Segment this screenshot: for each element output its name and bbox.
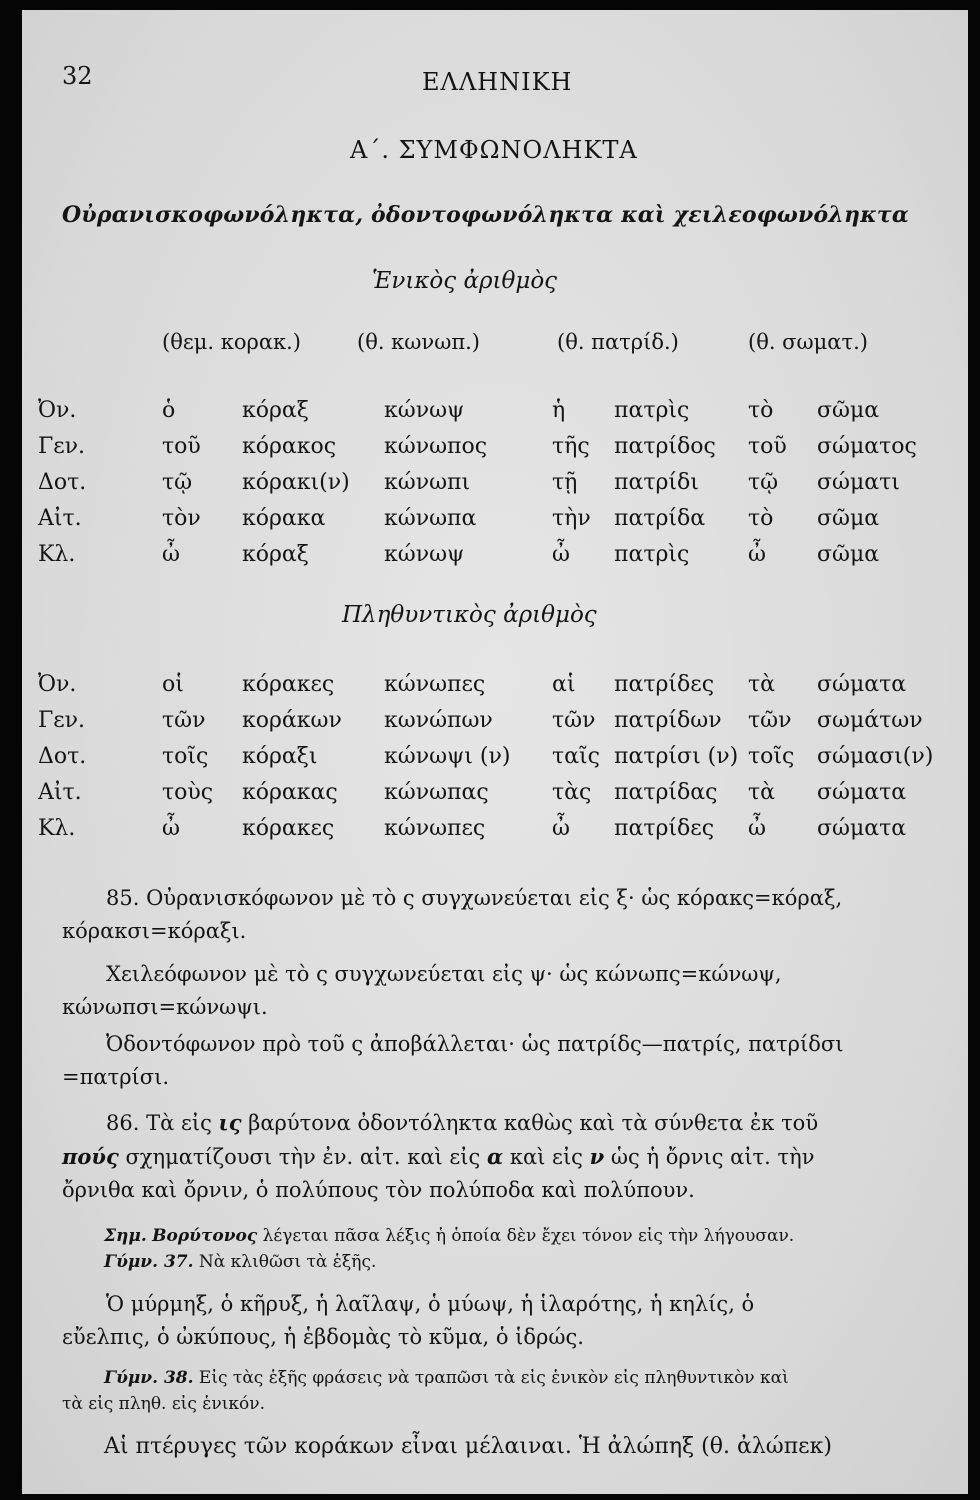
exercise-instruction-cont: τὰ εἰς πληθ. εἰς ἑνικόν.: [62, 1394, 265, 1414]
noun-form-cell: ὦ: [552, 542, 570, 567]
singular-heading: Ἑνικὸς ἀριθμὸς: [372, 268, 558, 294]
noun-form-cell: κόραξ: [242, 542, 309, 567]
book-page: [22, 10, 968, 1494]
stem-label: (θεμ. κορακ.): [162, 330, 302, 354]
note-term: Βορύτονος: [152, 1226, 258, 1246]
paragraph-text: βαρύτονα ὀδοντόληκτα καθὼς καὶ τὰ σύνθετα ἐκ τοῦ: [248, 1111, 819, 1135]
article-cell: σῶμα: [817, 542, 880, 567]
article-cell: οἱ: [162, 672, 184, 697]
running-title: ΕΛΛΗΝΙΚΗ: [422, 68, 573, 96]
article-cell: πατρίδα: [614, 506, 706, 531]
article-cell: πατρὶς: [614, 398, 690, 423]
noun-form-cell: κοράκων: [242, 708, 342, 733]
article-cell: τῷ: [162, 470, 193, 495]
case-label: Δοτ.: [38, 470, 87, 495]
noun-form-cell: κόρακες: [242, 816, 335, 841]
article-cell: πατρίδες: [614, 816, 715, 841]
article-cell: κώνωψι (ν): [384, 744, 511, 769]
case-label: Κλ.: [38, 816, 76, 841]
noun-form-cell: τῷ: [748, 470, 779, 495]
word-pous: πούς: [62, 1144, 119, 1169]
paragraph-text: Χειλεόφωνον μὲ τὸ ς συγχωνεύεται εἰς ψ· ὡς κώνωπς=κώνωψ,: [106, 962, 782, 986]
article-cell: ὁ: [162, 398, 176, 423]
noun-form-cell: τῇ: [552, 470, 578, 495]
noun-form-cell: τὸ: [748, 506, 774, 531]
exercise-instruction: Νὰ κλιθῶσι τὰ ἑξῆς.: [198, 1252, 377, 1272]
ending-n: ν: [589, 1144, 605, 1169]
article-cell: σωμάτων: [817, 708, 923, 733]
noun-form-cell: τῶν: [748, 708, 792, 733]
paragraph-86: [62, 1106, 932, 1207]
article-cell: τῶν: [162, 708, 206, 733]
noun-form-cell: κόρακες: [242, 672, 335, 697]
article-cell: σώματα: [817, 780, 907, 805]
article-cell: τοῖς: [162, 744, 209, 769]
article-cell: σῶμα: [817, 506, 880, 531]
exercise-text: εὔελπις, ὁ ὠκύπους, ἡ ἑβδομὰς τὸ κῦμα, ὁ ἱδρώς.: [62, 1325, 584, 1349]
noun-form-cell: κόρακας: [242, 780, 338, 805]
article-cell: πατρίδων: [614, 708, 722, 733]
note: [104, 1226, 794, 1246]
article-cell: κώνωπι: [384, 470, 471, 495]
exercise-label: Γύμν. 38.: [104, 1368, 194, 1388]
note-text: λέγεται πᾶσα λέξις ἡ ὁποία δὲν ἔχει τόνον εἰς τὴν λήγουσαν.: [262, 1226, 795, 1246]
article-cell: ὦ: [162, 816, 180, 841]
ending-is: ις: [218, 1110, 242, 1135]
article-cell: πατρὶς: [614, 542, 690, 567]
article-cell: ὦ: [162, 542, 180, 567]
noun-form-cell: κόρακα: [242, 506, 326, 531]
paragraph-text: κώνωπσι=κώνωψι.: [62, 995, 268, 1019]
article-cell: κώνωπες: [384, 816, 486, 841]
page-number: 32: [62, 62, 93, 90]
noun-form-cell: τὰ: [748, 780, 776, 805]
paragraph-number: 85.: [106, 886, 140, 910]
noun-form-cell: κόραξι: [242, 744, 318, 769]
paragraph-text: ὡς ἡ ὄρνις αἰτ. τὴν: [610, 1145, 815, 1169]
noun-form-cell: τὰς: [552, 780, 592, 805]
exercise-38-heading: [104, 1368, 789, 1388]
article-cell: πατρίδος: [614, 434, 716, 459]
article-cell: σώματα: [817, 672, 907, 697]
article-cell: τοὺς: [162, 780, 214, 805]
exercise-38-sentence: Αἱ πτέρυγες τῶν κοράκων εἶναι μέλαιναι. Ἡ ἀλώπηξ (θ. ἀλώπεκ): [104, 1434, 832, 1459]
note-label: Σημ.: [104, 1226, 147, 1246]
article-cell: σώμασι(ν): [817, 744, 934, 769]
stem-label: (θ. πατρίδ.): [557, 330, 679, 354]
exercise-37-heading: [104, 1252, 376, 1272]
section-title: Α΄. ΣΥΜΦΩΝΟΛΗΚΤΑ: [350, 136, 638, 164]
stem-label: (θ. σωματ.): [748, 330, 868, 354]
paragraph-85-labial: [62, 958, 932, 1024]
article-cell: πατρίσι (ν): [614, 744, 739, 769]
article-cell: κώνωπας: [384, 780, 489, 805]
paragraph-85-dental: [62, 1028, 932, 1094]
noun-form-cell: τοῦ: [748, 434, 787, 459]
case-label: Δοτ.: [38, 744, 87, 769]
article-cell: σώματος: [817, 434, 917, 459]
case-label: Αἰτ.: [38, 506, 82, 531]
article-cell: πατρίδι: [614, 470, 699, 495]
paragraph-text: Ὀδοντόφωνον πρὸ τοῦ ς ἀποβάλλεται· ὡς πατρίδς—πατρίς, πατρίδσι: [106, 1032, 844, 1056]
case-label: Ὀν.: [38, 672, 77, 697]
paragraph-text: Οὐρανισκόφωνον μὲ τὸ ς συγχωνεύεται εἰς ξ· ὡς κόρακς=κόραξ,: [146, 886, 843, 910]
exercise-text: Ὁ μύρμηξ, ὁ κῆρυξ, ἡ λαῖλαψ, ὁ μύωψ, ἡ ἱλαρότης, ἡ κηλίς, ὁ: [106, 1292, 755, 1316]
noun-form-cell: κόρακι(ν): [242, 470, 350, 495]
paragraph-text: κόρακσι=κόραξι.: [62, 919, 247, 943]
article-cell: κώνωψ: [384, 398, 465, 423]
paragraph-text: Τὰ εἰς: [146, 1111, 212, 1135]
case-label: Γεν.: [38, 708, 86, 733]
exercise-label: Γύμν. 37.: [104, 1252, 194, 1272]
noun-form-cell: αἱ: [552, 672, 576, 697]
article-cell: κώνωπα: [384, 506, 477, 531]
paragraph-text: καὶ εἰς: [509, 1145, 583, 1169]
article-cell: σώματι: [817, 470, 900, 495]
noun-form-cell: ὦ: [748, 542, 766, 567]
paragraph-number: 86.: [106, 1111, 140, 1135]
paragraph-text: ὄρνιθα καὶ ὄρνιν, ὁ πολύπους τὸν πολύποδα καὶ πολύπουν.: [62, 1178, 695, 1202]
article-cell: τοῦ: [162, 434, 201, 459]
article-cell: πατρίδας: [614, 780, 718, 805]
noun-form-cell: τὴν: [552, 506, 591, 531]
article-cell: κώνωψ: [384, 542, 465, 567]
article-cell: τὸν: [162, 506, 201, 531]
exercise-37-text: [62, 1288, 932, 1354]
noun-form-cell: ταῖς: [552, 744, 600, 769]
ending-a: α: [486, 1144, 504, 1169]
noun-form-cell: τὸ: [748, 398, 774, 423]
case-label: Γεν.: [38, 434, 86, 459]
article-cell: κωνώπων: [384, 708, 493, 733]
article-cell: σώματα: [817, 816, 907, 841]
noun-form-cell: τὰ: [748, 672, 776, 697]
article-cell: σῶμα: [817, 398, 880, 423]
noun-form-cell: κόραξ: [242, 398, 309, 423]
noun-form-cell: τῆς: [552, 434, 590, 459]
subtitle: Οὐρανισκοφωνόληκτα, ὀδοντοφωνόληκτα καὶ χειλεοφωνόληκτα: [62, 202, 910, 228]
paragraph-text: σχηματίζουσι τὴν ἐν. αἰτ. καὶ εἰς: [125, 1145, 481, 1169]
plural-heading: Πληθυντικὸς ἀριθμὸς: [342, 602, 597, 628]
paragraph-text: =πατρίσι.: [62, 1065, 170, 1089]
case-label: Αἰτ.: [38, 780, 82, 805]
paragraph-85: [62, 882, 932, 948]
case-label: Ὀν.: [38, 398, 77, 423]
article-cell: πατρίδες: [614, 672, 715, 697]
noun-form-cell: τοῖς: [748, 744, 795, 769]
article-cell: κώνωπος: [384, 434, 488, 459]
article-cell: κώνωπες: [384, 672, 486, 697]
noun-form-cell: ὦ: [748, 816, 766, 841]
exercise-instruction: Εἰς τὰς ἑξῆς φράσεις νὰ τραπῶσι τὰ εἰς ἑνικὸν εἰς πληθυντικὸν καὶ: [198, 1368, 789, 1388]
noun-form-cell: τῶν: [552, 708, 596, 733]
noun-form-cell: ἡ: [552, 398, 566, 423]
noun-form-cell: ὦ: [552, 816, 570, 841]
case-label: Κλ.: [38, 542, 76, 567]
stem-label: (θ. κωνωπ.): [357, 330, 480, 354]
noun-form-cell: κόρακος: [242, 434, 337, 459]
